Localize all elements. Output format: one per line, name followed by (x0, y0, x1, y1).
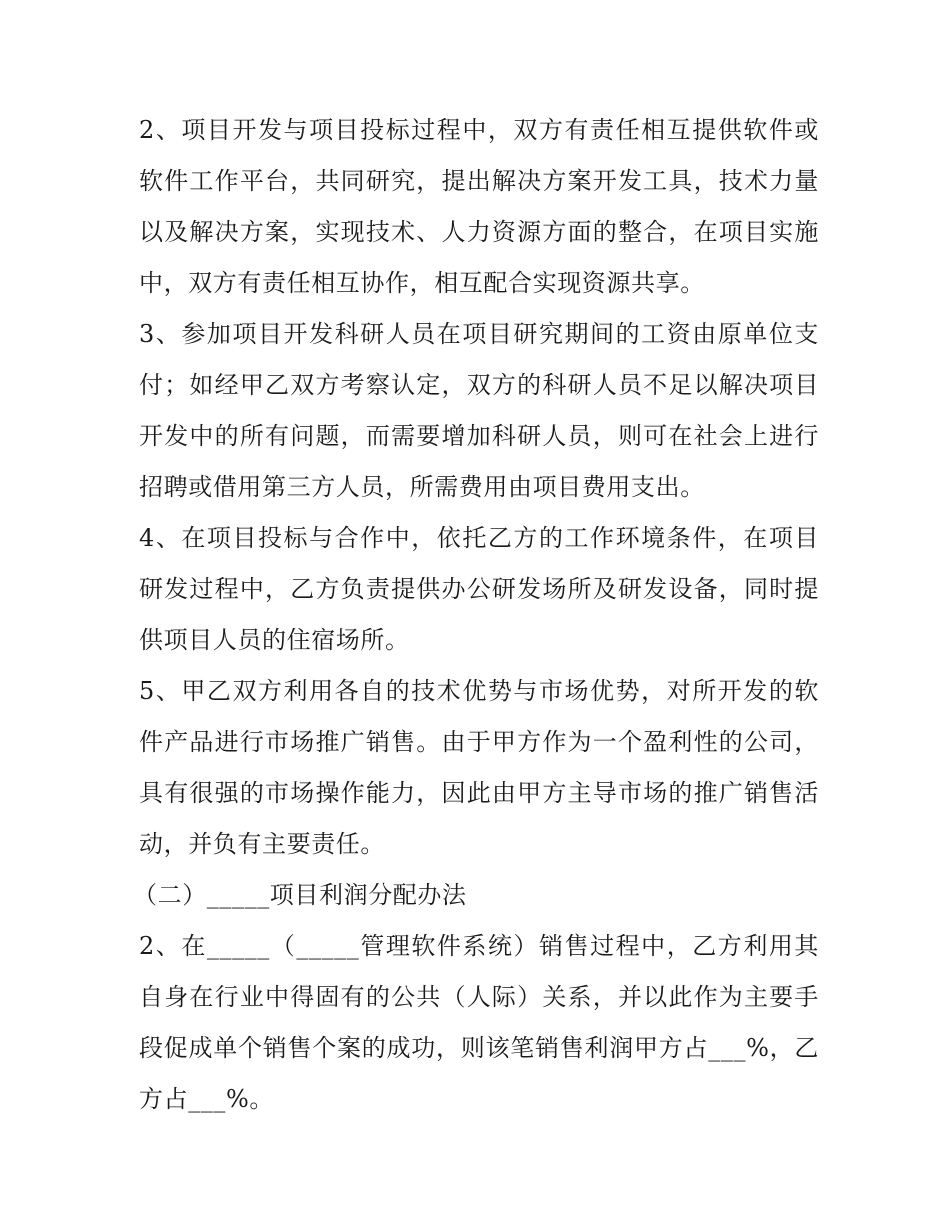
clause-2-project-development: 2、项目开发与项目投标过程中，双方有责任相互提供软件或软件工作平台，共同研究，提出解决方案开发工具，技术力量以及解决方案，实现技术、人力资源方面的整合，在项目实施中，双方有责任相互协作，相互配合实现资源共享。 (139, 116, 819, 297)
clause-3-research-staff: 3、参加项目开发科研人员在项目研究期间的工资由原单位支付；如经甲乙双方考察认定，双方的科研人员不足以解决项目开发中的所有问题，而需要增加科研人员，则可在社会上进行招聘或借用第三方人员，所需费用由项目费用支出。 (139, 320, 819, 501)
clause-5-market-promotion: 5、甲乙双方利用各自的技术优势与市场优势，对所开发的软件产品进行市场推广销售。由于甲方作为一个盈利性的公司，具有很强的市场操作能力，因此由甲方主导市场的推广销售活动，并负有主要责任。 (139, 677, 819, 858)
clause-2-profit-share: 2、在_____（_____管理软件系统）销售过程中，乙方利用其自身在行业中得固有的公共（人际）关系，并以此作为主要手段促成单个销售个案的成功，则该笔销售利润甲方占___%，乙方占___%。 (139, 932, 819, 1113)
section-heading-profit-distribution: （二）_____项目利润分配办法 (133, 881, 467, 909)
clause-4-work-environment: 4、在项目投标与合作中，依托乙方的工作环境条件，在项目研发过程中，乙方负责提供办公研发场所及研发设备，同时提供项目人员的住宿场所。 (139, 524, 819, 654)
document-body (133, 105, 819, 1125)
